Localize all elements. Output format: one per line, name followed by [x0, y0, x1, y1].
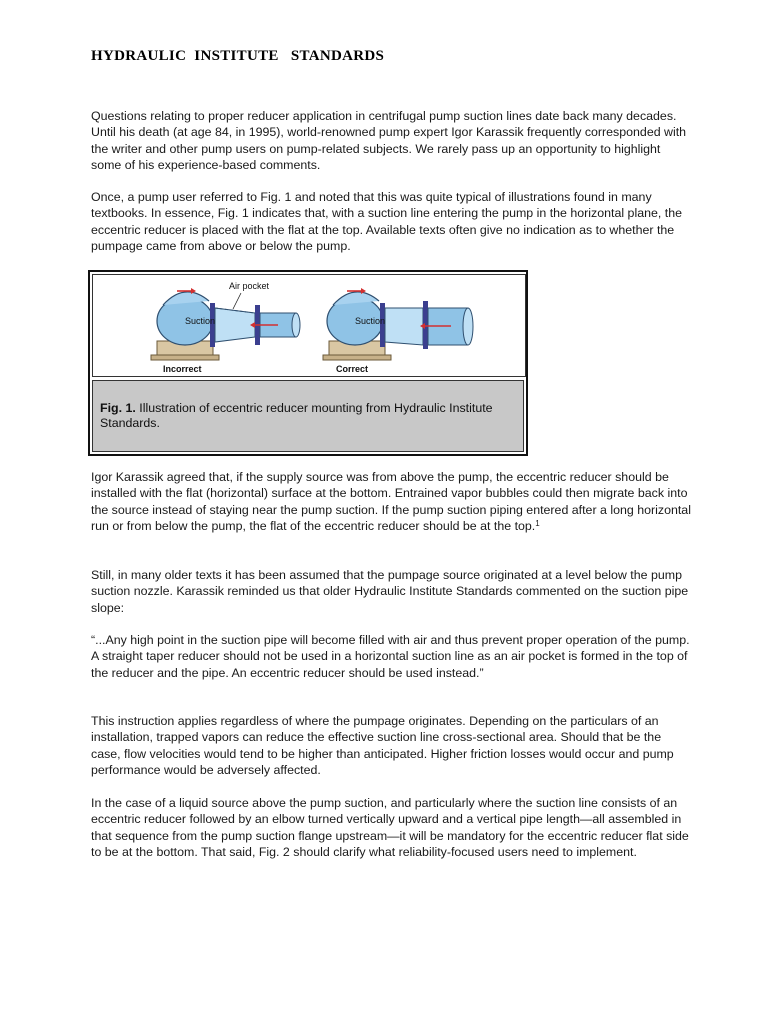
suction-label-left: Suction	[185, 316, 216, 326]
paragraph-intro: Questions relating to proper reducer application in centrifugal pump suction lines date back many decades. Until his death (at age 84, in 1995), world-renowned pump expert Igor Karassik frequently corresponded with the writer and other pump users on pump-related subjects. We rarely pass up an opportunity to highlight some of his experience-based comments.	[91, 109, 687, 172]
reducer-diagram	[93, 275, 525, 376]
correct-pump-assembly	[323, 288, 473, 374]
air-pocket-label: Air pocket	[229, 281, 270, 291]
pump-foot-right	[323, 355, 391, 360]
figure-1	[88, 270, 528, 456]
paragraph-quote: “...Any high point in the suction pipe will become filled with air and thus prevent proper operation of the pump. A straight taper reducer should not be used in a horizontal suction line as an air pocket is formed in the top of the reducer and the pipe. An eccentric reducer should be used instead.”	[91, 633, 690, 680]
page-heading: HYDRAULIC INSTITUTE STANDARDS	[91, 48, 385, 64]
paragraph-older-texts: Still, in many older texts it has been assumed that the pumpage source originated at a level below the pump suction nozzle. Karassik reminded us that older Hydraulic Institute Standards commented on the suction pipe slope:	[91, 568, 689, 615]
paragraph-karassik-agreement	[91, 469, 691, 534]
suction-label-right: Suction	[355, 316, 386, 326]
incorrect-pump-assembly	[151, 281, 300, 374]
pump-foot-left	[151, 355, 219, 360]
paragraph-instruction: This instruction applies regardless of where the pumpage originates. Depending on the particulars of an installation, trapped vapors can reduce the effective suction line cross-sectional area. Should that be the case, flow velocities would tend to be higher than anticipated. Higher friction losses would occur and pump performance would be adversely affected.	[91, 714, 674, 777]
figure-1-caption	[92, 380, 524, 452]
figure-caption-text: Illustration of eccentric reducer mounting from Hydraulic Institute Standards.	[100, 401, 493, 430]
eccentric-reducer	[385, 308, 423, 345]
paragraph-liquid-source: In the case of a liquid source above the pump suction, and particularly where the suction line consists of an eccentric reducer followed by an elbow turned vertically upward and a vertical pipe length—all assembled in that sequence from the pump suction flange upstream—it will be mandatory for the eccentric reducer flat side to be at the bottom. That said, Fig. 2 should clarify what reliability-focused users need to implement.	[91, 796, 689, 859]
taper-reducer	[215, 308, 255, 342]
pipe-end-right	[463, 308, 473, 345]
figure-caption-label: Fig. 1.	[100, 401, 136, 415]
incorrect-label: Incorrect	[163, 364, 202, 374]
air-pocket-leader	[233, 293, 241, 309]
footnote-marker[interactable]: 1	[535, 518, 540, 528]
correct-label: Correct	[336, 364, 369, 374]
figure-1-illustration	[92, 274, 526, 377]
paragraph-karassik-text: Igor Karassik agreed that, if the supply source was from above the pump, the eccentric reducer should be installed with the flat (horizontal) surface at the bottom. Entrained vapor bubbles could then migrate back into the source instead of staying near the pump suction. If the pump suction piping entered after a long horizontal run or from below the pump, the flat of the eccentric reducer should be at the top.	[91, 470, 691, 533]
pipe-end-left	[292, 313, 300, 337]
paragraph-fig1-reference: Once, a pump user referred to Fig. 1 and noted that this was quite typical of illustrations found in many textbooks. In essence, Fig. 1 indicates that, with a suction line entering the pump in the horizontal plane, the eccentric reducer is placed with the flat at the top. Available texts often give no indication as to whether the pumpage came from above or below the pump.	[91, 190, 682, 253]
